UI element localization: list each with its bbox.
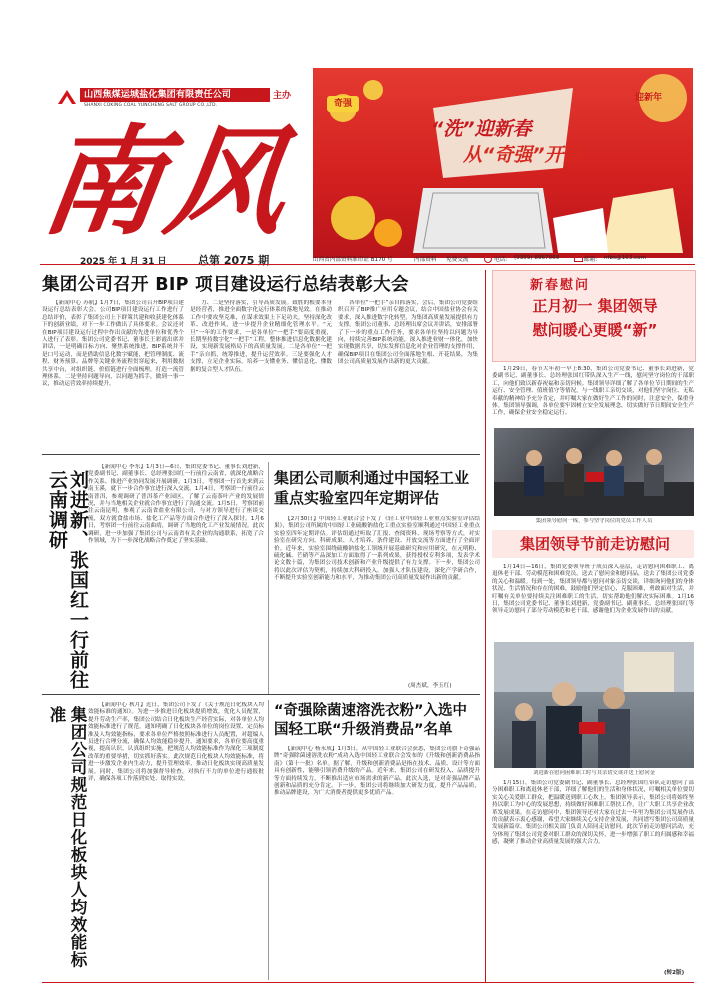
right-bottom-text-1: 1月14日—16日，集团党委领导班子成员深入基层，走访慰问困难职工、离退休老干部、劳动模范和困难党员，送去了慰问金和慰问品，送去了集团公司党委的关心和温暖。每到一处，集团领导都与慰问对象亲切交谈，详细询问他们的身体状况、生活情况和存在的困难，鼓励他们坚定信心，克服困难，勇敢面对生活，并叮嘱有关单位要持续关注困难职工的生活，切实帮助他们解决实际困难。1月16日，集团公司党委书记、董事长刘进新，党委副书记、副董事长、总经理张国红等领导走访慰问了部分劳动模范和老干部，感谢他们为企业发展作出的贡献。 xyxy=(492,564,694,615)
masthead xyxy=(0,0,707,272)
banner-brand: 奇强 xyxy=(327,96,359,112)
phone-icon xyxy=(484,255,492,263)
lead-col-3: 各单位“一把手”亲自抓落实，会后，集团公司党委组织召开了BIP推广应用专题会议，结合中国盐业协会有关要求，深入推进数字化转型，为集团高质量发展提供有力支撑。集团公司董事、总经理出席会议并讲话，安排部署了下一步的重点工作任务，要求各单位坚持以问题为导向，持续完善BIP系统功能，深入推进业财一体化，加快实现数据共享，切实发挥信息化对企业管理的支撑作用，确保BIP项目在集团公司全面落地生根、开花结果，为集团公司高质量发展作出新的更大贡献。 xyxy=(338,300,478,366)
right-bottom-caption: 刘进新在慰问困难职工时与其亲切交谈并送上慰问金 xyxy=(533,770,655,776)
lead-headline: 集团公司召开 BIP 项目建设运行总结表彰大会 xyxy=(42,275,409,295)
banner-spring: 迎新年 xyxy=(635,93,663,103)
phone-number: (0359) 8967069 xyxy=(514,255,560,261)
sponsor-name: 山西焦煤运城盐化集团有限责任公司 xyxy=(84,89,231,100)
issue-number: 总第 2075 期 xyxy=(198,254,270,267)
right-top-headline-2: 慰问暖心更暖“新” xyxy=(532,321,658,339)
banner-slogan-2: 从“奇强”开始 xyxy=(463,144,583,166)
liu-article-text: 【新闻中心 李东】1月3日—6日，集团党委书记、董事长刘进新，党委副书记、副董事长、总经理张国红一行前往云南省，就深化战略合作关系、推进产业协同发展开展调研。1月3日，考察团一行首先来到云南玉溪，就下一步合作事宜进行深入交流。1月4日，考察团一行前往云南普洱，参观调研了普洱茶产业园区，了解了云南茶叶产业的发展情况，并与当地相关企业就合作事宜进行了沟通交流。1月5日，考察团前往云南昆明，参观了云南省盐业有限公司，与对方领导进行了座谈交流，双方就食盐市场、盐化工产品等方面合作进行了深入探讨。1月6日，考察团一行前往云南曲靖，调研了当地的化工产业发展情况。此次调研，进一步加强了集团公司与云南省有关企业的沟通联系，拓宽了合作领域，为下一步深化战略合作奠定了坚实基础。 xyxy=(88,464,264,545)
right-bottom-text-2: 1月15日，集团公司党委副书记、副董事长、总经理张国红带队走访慰问了部分困难职工和离退休老干部，详细了解他们的生活和身体状况，叮嘱相关单位要切实关心关爱职工群众，把温暖送到职工心坎上。集团领导表示，集团公司将始终坚持以职工为中心的发展思想，持续做好困难职工帮扶工作，让广大职工共享企业改革发展成果。在走访慰问中，集团领导还对大家在过去一年里为集团公司发展作出的贡献表示衷心感谢，希望大家继续关心支持企业发展，共同谱写集团公司高质量发展新篇章。集团公司相关部门负责人陪同走访慰问。此次节前走访慰问活动，充分体现了集团公司党委对职工群众的深切关怀，进一步增强了职工的归属感和幸福感，凝聚了推动企业高质量发展的强大合力。 xyxy=(492,780,694,846)
right-top-photo xyxy=(494,428,694,516)
right-col-rule xyxy=(485,270,486,982)
sponsor-english: SHANXI COKING COAL YUNCHENG SALT GROUP CO.,LTD. xyxy=(84,103,218,108)
new-year-header: 新春慰问 xyxy=(530,278,591,293)
page-bottom-rule xyxy=(42,982,694,983)
lead-col-2: 力、二是坚持落实，引导高质发展。致胜的根要本身是经营者，推进全面数字化运行体系的落地见效。在推动工作中要攻坚克难，在谋求效果上下足功夫，坚持深化改革、改进作风，进一步提升企业精细化管理水平。“元旦”一年的工作要求，一是各单位“一把手”要高度重视，长期坚持数字化“一把手”工程，整体推进信息化数据化建设，实现新发展格局下的高质量发展。二是各单位“一把手”亲自抓，统筹推进，提升运营效率。三是要强化人才支撑，立足企业实际，培养一支懂业务、懂信息化、懂数据的复合型人才队伍。 xyxy=(190,300,332,373)
vertical-headline-1: 刘进新、张国红一行前往云南调研 xyxy=(46,470,89,690)
lead-bottom-rule xyxy=(42,454,480,455)
phone-label: 电话: xyxy=(494,257,508,263)
date: 2025 年 1 月 31 日 xyxy=(80,257,167,267)
sponsor-logo-icon xyxy=(56,88,78,106)
lab-headline: 集团公司顺利通过中国轻工业重点实验室四年定期评估 xyxy=(274,469,470,507)
lab-byline: (周杰斌，李玉红) xyxy=(408,683,452,689)
right-top-headline-1: 正月初一 集团领导 xyxy=(532,297,658,315)
banner-slogan-1: “洗”迎新春 xyxy=(431,118,532,140)
norm-article-text: 【新闻中心 秋月】近日，集团公司下发了《关于规范日化板块人均效能标准的通知》。为进一步推进日化板块提质增效，优化人员配置，提升劳动生产率，集团公司结合日化板块生产经营实际，对各单位人均效能标准进行了规范。通知明确了日化板块各单位的岗位设置、定员标准及人均效能指标，要求各单位严格按照标准进行人员配置，对超编人员进行合理分流，确保人均效能稳步提升。通知要求，各单位要高度重视，提高认识，认真组织实施，把规范人均效能标准作为深化三项制度改革的重要举措，切实抓好落实。此次规范日化板块人均效能标准，将进一步激发企业内生动力，提升管理效率，推动日化板块实现高质量发展。同时，集团公司将加强督导检查，对执行不力的单位进行通报批评，确保各项工作落到实处、取得实效。 xyxy=(88,702,264,783)
masthead-rule xyxy=(40,264,695,265)
right-bottom-headline: 集团领导节前走访慰问 xyxy=(519,535,670,553)
sponsor-role: 主办 xyxy=(273,91,292,101)
col-rule-1 xyxy=(268,462,269,694)
circulation-label: 内部资料 xyxy=(414,257,437,263)
email-icon xyxy=(574,255,583,262)
right-top-caption: 集团领导慰问一线、参与坚守岗位的党员工作人员 xyxy=(535,518,653,524)
banner-ad xyxy=(313,68,693,258)
right-top-box xyxy=(492,270,696,362)
lead-col-1: 【新闻中心 苏航】1月7日，集团公司召开BIP项目建设运行总结表彰大会。公司BIP项目建设运行工作进行了总结评价，表彰了集团公司上下群策共建和收获建化体系下的创新业绩，对下一步工作做出了具体要求。会议还对在BIP项目建设运行过程中作出贡献的先进单位和优秀个人进行了表彰。集团公司党委书记、董事长王彩霞出席并讲话，一是明确目标方向、聚焦系统推进，BIP系统并不是口号运动，而是借助信息化数字赋能，把管理制度、流程、财务预算、品牌等关键业务流程贯穿起来，利用数据共享中台，对组织链、价值链进行全面梳理，打造一流管理体系。二是坚持问题导向，以问题为抓手，做到一事一议，推动运营效率持续提升。 xyxy=(42,300,184,388)
continued-note: (转2版) xyxy=(664,970,685,976)
publisher-line: 山西省内部资料准印证 B170 号 xyxy=(313,257,393,263)
mid-rule xyxy=(42,694,480,695)
enzyme-article-text: 【新闻中心 杨永成】1月3日，从中国轻工业联合会获悉，集团公司旗下奇强品牌“奇强除菌速溶洗衣粉”成功入选中国轻工业联合会发布的《升级和创新消费品指南》（第十一批）名单。据了解，升级和创新消费品是指在技术、品质、设计等方面具有创新性，能够引领消费升级的产品。近年来，集团公司在研发投入、品质提升等方面持续发力，不断推出适应市场需求的新产品。此次入选，是对奇强品牌产品创新和品质的充分肯定。下一步，集团公司将继续加大研发力度，提升产品品质，推动品牌建设，为广大消费者提供更多优质产品。 xyxy=(274,746,480,797)
right-bottom-photo xyxy=(494,642,694,768)
lab-article-text: 【2月30日】中国轻工业联合会下发了《轻工业中国轻工业重点实验室评估结果》，集团公司所属的中国轻工业硫酸钠盐化工重点实验室顺利通过中国轻工业重点实验室四年定期评估。评估组通过听取了汇报、查阅资料、现场考察等方式，对实验室在研究方向、科研成果、人才培养、条件建设、开放交流等方面进行了全面评价。近年来，实验室围绕硫酸钠盐化工领域开展基础研究和应用研究，在元明粉、硫化碱、芒硝等产品深加工方面取得了一系列成果，获得授权专利多项，发表学术论文数十篇，为集团公司技术创新和产业升级提供了有力支撑。下一步，集团公司将以此次评估为契机，持续加大科研投入，加强人才队伍建设，深化产学研合作，不断提升实验室创新能力和水平，为推动集团公司高质量发展作出新的贡献。 xyxy=(274,516,480,582)
paper-title: 南风 xyxy=(34,112,302,251)
right-top-text: 1月29日，春节大年初一早上8:30，集团公司党委书记、董事长刘进新，党委副书记、副董事长、总经理张国红带队深入生产一线，慰问坚守岗位的干部职工，向他们致以新春祝福和亲切问候。集团领导详细了解了各单位节日期间的生产运行、安全管理、值班值守等情况，与一线职工亲切交谈，对他们坚守岗位、无私奉献的精神给予充分肯定，并叮嘱大家在做好生产工作的同时，注意安全，保重身体。集团领导强调，各单位要牢固树立安全发展理念，切实做好节日期间安全生产工作，确保企业安全稳定运行。 xyxy=(492,366,694,417)
enzyme-headline: “奇强除菌速溶洗衣粉”入选中国轻工联“升级消费品”名单 xyxy=(274,703,468,738)
email-address: nfbs@163.com xyxy=(604,255,646,261)
vertical-headline-2: 集团公司规范日化板块人均效能标准 xyxy=(47,706,87,969)
price-label: 免费交流 xyxy=(446,257,469,263)
col-rule-2 xyxy=(268,700,269,980)
email-label: 邮箱: xyxy=(584,257,598,263)
